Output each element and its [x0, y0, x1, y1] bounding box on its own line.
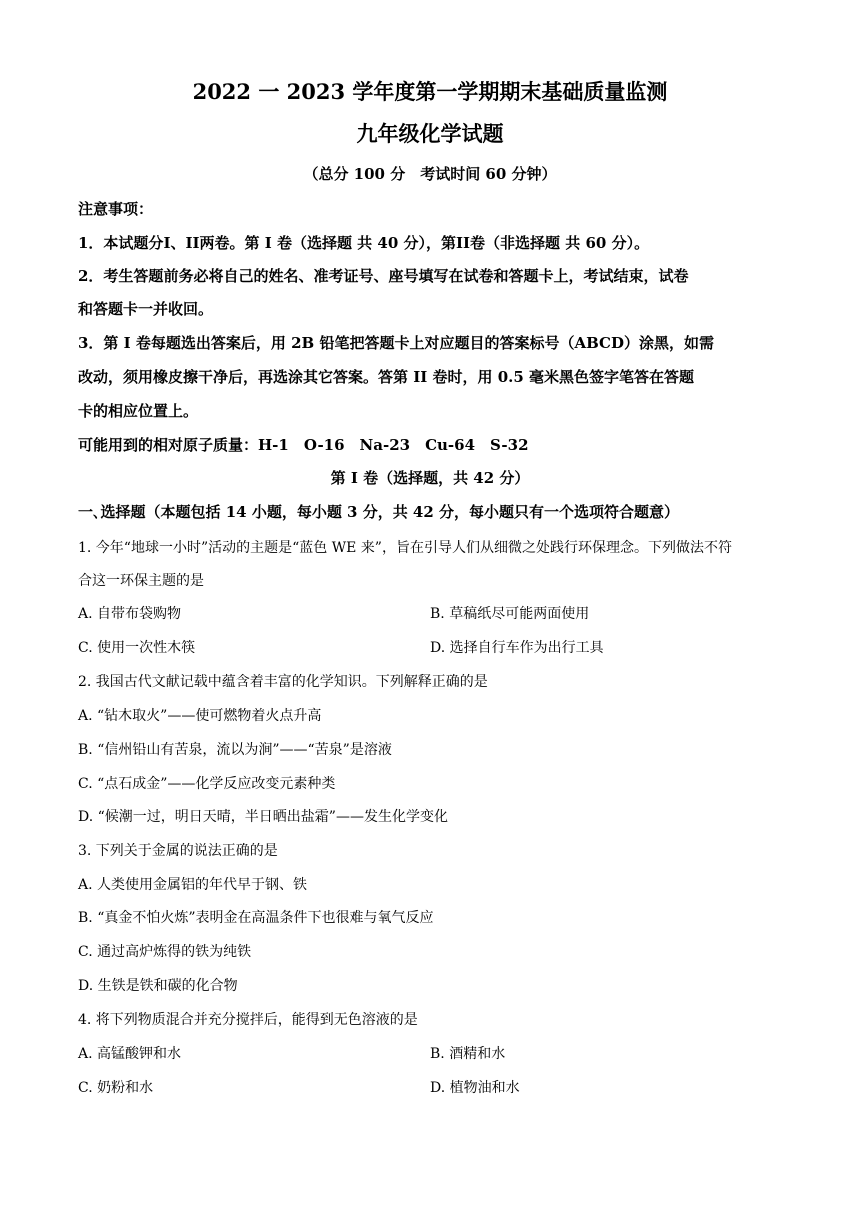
- q3-stem: 3. 下列关于金属的说法正确的是: [78, 843, 278, 859]
- q2-option-b: B. “信州铅山有苦泉，流以为涧”——“苦泉”是溶液: [78, 742, 392, 758]
- q1-option-b: B. 草稿纸尽可能两面使用: [430, 606, 590, 622]
- q1-stem-line-2: 合这一环保主题的是: [78, 573, 204, 589]
- q2-option-d: D. “候潮一过，明日天晴，半日晒出盐霜”——发生化学变化: [78, 809, 448, 825]
- q4-option-d: D. 植物油和水: [430, 1080, 520, 1096]
- q3-option-d: D. 生铁是铁和碳的化合物: [78, 978, 238, 994]
- q1-option-c: C. 使用一次性木筷: [78, 640, 196, 656]
- q3-option-b: B. “真金不怕火炼”表明金在高温条件下也很难与氧气反应: [78, 910, 434, 926]
- q1-option-a: A. 自带布袋购物: [78, 606, 182, 622]
- q4-option-c: C. 奶粉和水: [78, 1080, 154, 1096]
- q4-option-a: A. 高锰酸钾和水: [78, 1046, 182, 1062]
- q2-option-a: A. “钻木取火”——使可燃物着火点升高: [78, 708, 322, 724]
- atomic-masses: 可能用到的相对原子质量：H-1 O-16 Na-23 Cu-64 S-32: [78, 436, 529, 454]
- q3-option-a: A. 人类使用金属铝的年代早于钢、铁: [78, 877, 308, 893]
- q1-stem-line-1: 1. 今年“地球一小时”活动的主题是“蓝色 WE 来”，旨在引导人们从细微之处践行环保理念。下列做法不符: [78, 540, 732, 556]
- q3-option-c: C. 通过高炉炼得的铁为纯铁: [78, 944, 252, 960]
- q1-option-d: D. 选择自行车作为出行工具: [430, 640, 604, 656]
- section-title: 第 I 卷（选择题，共 42 分）: [330, 469, 530, 487]
- q2-stem: 2. 我国古代文献记载中蕴含着丰富的化学知识。下列解释正确的是: [78, 674, 488, 690]
- notice-item-3-line-1: 3．第 I 卷每题选出答案后，用 2B 铅笔把答题卡上对应题目的答案标号（ABCD）涂黑，如需: [78, 334, 715, 352]
- notice-item-3-line-2: 改动，须用橡皮擦干净后，再选涂其它答案。答第 II 卷时，用 0.5 毫米黑色签字笔答在答题: [78, 368, 695, 386]
- notice-item-2-line-1: 2．考生答题前务必将自己的姓名、准考证号、座号填写在试卷和答题卡上，考试结束，试卷: [78, 267, 689, 285]
- q2-option-c: C. “点石成金”——化学反应改变元素种类: [78, 776, 336, 792]
- notice-item-2-line-2: 和答题卡一并收回。: [78, 300, 214, 318]
- notice-item-1: 1．本试题分I、II两卷。第 I 卷（选择题 共 40 分），第II卷（非选择题 共 60 分）。: [78, 234, 650, 252]
- section-instructions: 一､选择题（本题包括 14 小题，每小题 3 分，共 42 分，每小题只有一个选项符合题意）: [78, 503, 680, 521]
- exam-subtitle: 九年级化学试题: [356, 121, 504, 146]
- notice-item-3-line-3: 卡的相应位置上。: [78, 402, 199, 420]
- q4-option-b: B. 酒精和水: [430, 1046, 506, 1062]
- exam-title: 2022 一 2023 学年度第一学期期末基础质量监测: [192, 79, 668, 104]
- q4-stem: 4. 将下列物质混合并充分搅拌后，能得到无色溶液的是: [78, 1012, 418, 1028]
- exam-info: （总分 100 分 考试时间 60 分钟）: [303, 165, 557, 183]
- notice-heading: 注意事项：: [78, 200, 154, 218]
